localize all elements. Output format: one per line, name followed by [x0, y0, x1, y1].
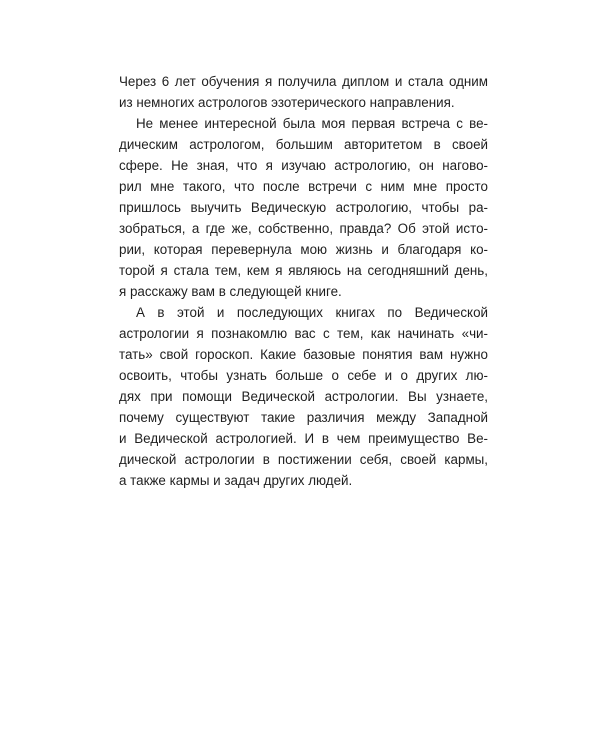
text-line: Не менее интересной была моя первая встреча с ве- [136, 116, 488, 131]
text-line: из немногих астрологов эзотерического направления. [119, 95, 455, 110]
text-line: я расскажу вам в следующей книге. [119, 284, 342, 299]
text-line: дической астрологии в постижении себя, своей кармы, [119, 452, 488, 467]
text-line: а также кармы и задач других людей. [119, 473, 353, 488]
text-line: и Ведической астрологией. И в чем преимущество Ве- [119, 431, 488, 446]
text-line: зобраться, а где же, собственно, правда? Об этой исто- [119, 221, 488, 236]
text-line: почему существуют такие различия между Западной [119, 410, 488, 425]
text-line: освоить, чтобы узнать больше о себе и о других лю- [119, 368, 488, 383]
paragraph-2 [119, 113, 488, 302]
text-line: сфере. Не зная, что я изучаю астрологию, он нагово- [119, 158, 488, 173]
text-line: пришлось выучить Ведическую астрологию, чтобы ра- [119, 200, 488, 215]
text-line: А в этой и последующих книгах по Ведической [136, 305, 488, 320]
text-line: дях при помощи Ведической астрологии. Вы узнаете, [119, 389, 488, 404]
text-line: рил мне такого, что после встречи с ним мне просто [119, 179, 488, 194]
body-text [119, 71, 488, 491]
text-line: тать» свой гороскоп. Какие базовые понятия вам нужно [119, 347, 488, 362]
text-line: Через 6 лет обучения я получила диплом и стала одним [119, 74, 488, 89]
paragraph-1 [119, 71, 488, 113]
text-line: рии, которая перевернула мою жизнь и благодаря ко- [119, 242, 488, 257]
paragraph-3 [119, 302, 488, 491]
text-line: торой я стала тем, кем я являюсь на сегодняшний день, [119, 263, 488, 278]
text-line: астрологии я познакомлю вас с тем, как начинать «чи- [119, 326, 488, 341]
text-line: дическим астрологом, большим авторитетом в своей [119, 137, 488, 152]
